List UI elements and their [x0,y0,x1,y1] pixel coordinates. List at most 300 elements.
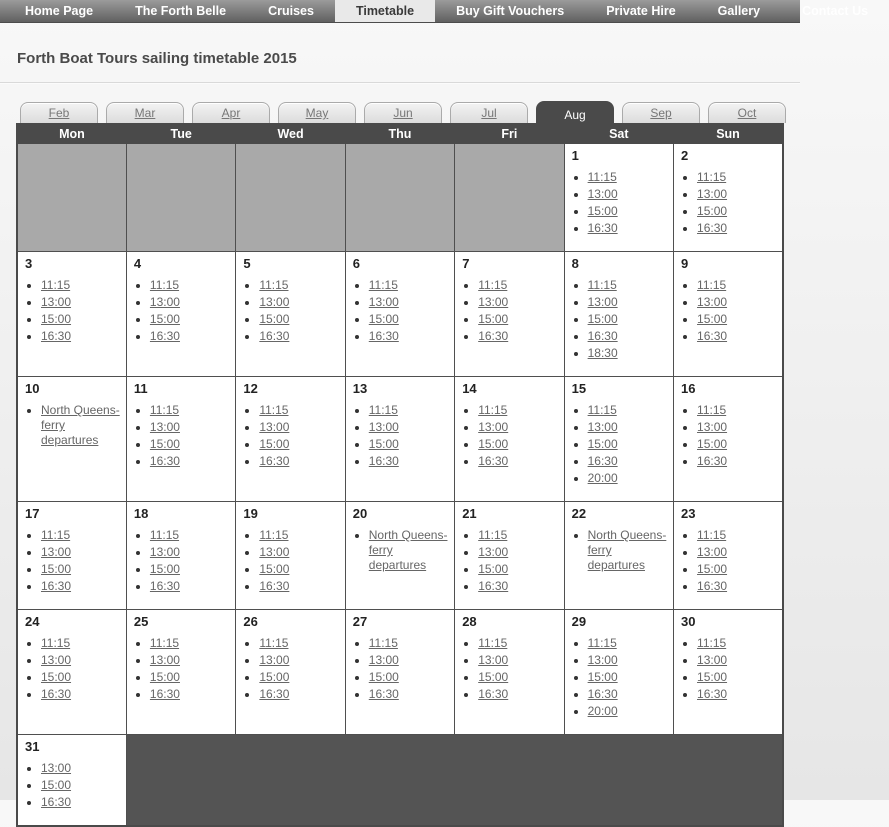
day-cell-29 [564,610,673,735]
list-item [259,636,339,651]
time-link[interactable]: 13:00 [587,653,618,667]
list-item [150,653,230,668]
day-cell-26 [236,610,345,735]
time-link[interactable]: 16:30 [587,329,618,343]
times-list [132,636,230,702]
time-link[interactable]: 15:00 [478,312,509,326]
times-list [351,403,449,469]
day-number: 11 [133,381,148,396]
time-link[interactable]: 11:15 [368,278,398,292]
day-number: 12 [243,381,258,396]
time-link[interactable]: 15:00 [697,670,728,684]
time-link[interactable]: 11:15 [478,528,508,542]
day-cell-12 [236,377,345,502]
day-cell-5 [236,252,345,377]
time-link[interactable]: 13:00 [41,545,72,559]
time-link[interactable]: 11:15 [368,636,398,650]
time-link[interactable]: 15:00 [478,562,509,576]
list-item [697,653,777,668]
list-item [588,403,668,418]
list-item [478,636,558,651]
time-link[interactable]: 11:15 [697,403,727,417]
time-link[interactable]: 11:15 [697,636,727,650]
day-cell-20 [345,502,454,610]
list-item [150,454,230,469]
list-item [588,170,668,185]
day-number: 23 [681,506,696,521]
time-link[interactable]: 13:00 [259,420,290,434]
list-item [41,528,121,543]
day-header-thu: Thu [345,124,454,144]
list-item [150,403,230,418]
list-item [478,312,558,327]
day-number: 30 [681,614,696,629]
list-item [41,653,121,668]
times-list [132,528,230,594]
time-link[interactable]: 11:15 [697,278,727,292]
list-item [697,187,777,202]
day-number: 18 [133,506,149,521]
time-link[interactable]: 16:30 [697,579,728,593]
time-link[interactable]: 16:30 [259,329,290,343]
list-item [150,437,230,452]
time-link[interactable]: 11:15 [478,403,508,417]
time-link[interactable]: 15:00 [587,204,618,218]
calendar-week-row [17,735,783,827]
day-cell-14 [455,377,564,502]
list-item [41,687,121,702]
list-item [588,278,668,293]
times-list [679,170,777,236]
day-cell-1 [564,144,673,252]
list-item [588,204,668,219]
day-cell-9 [674,252,783,377]
time-link[interactable]: 13:00 [149,420,180,434]
list-item [259,454,339,469]
nav-item-the-forth-belle[interactable]: The Forth Belle [135,4,227,18]
time-link[interactable]: 11:15 [259,636,289,650]
time-link[interactable]: 13:00 [587,295,618,309]
time-link[interactable]: 15:00 [149,670,180,684]
time-link[interactable]: 11:15 [587,403,617,417]
time-link[interactable]: 16:30 [697,329,728,343]
month-tab-label: Aug [564,107,586,122]
time-link[interactable]: 11:15 [41,528,71,542]
time-link[interactable]: 16:30 [587,454,618,468]
list-item [478,687,558,702]
time-link[interactable]: 15:00 [149,562,180,576]
time-link[interactable]: 11:15 [259,403,289,417]
time-link[interactable]: 15:00 [368,437,399,451]
time-link[interactable]: 16:30 [697,221,728,235]
nav-item-home-page[interactable]: Home Page [25,4,94,18]
time-link[interactable]: 15:00 [587,312,618,326]
day-cell-7 [455,252,564,377]
day-cell-8 [564,252,673,377]
time-link[interactable]: 15:00 [149,437,180,451]
time-link[interactable]: 13:00 [149,545,180,559]
time-link[interactable]: 15:00 [478,437,509,451]
times-list [460,636,558,702]
time-link[interactable]: 16:30 [41,795,72,809]
time-link[interactable]: 15:00 [368,312,399,326]
list-item [697,670,777,685]
month-tab-oct[interactable] [708,102,786,123]
list-item [150,670,230,685]
month-tab-apr[interactable] [192,102,270,123]
month-tab-jun[interactable] [364,102,442,123]
list-item [697,528,777,543]
time-link[interactable]: 11:15 [587,170,617,184]
time-link[interactable]: 11:15 [41,278,71,292]
time-link[interactable]: 13:00 [478,653,509,667]
time-link[interactable]: 16:30 [41,329,72,343]
time-link[interactable]: 15:00 [368,670,399,684]
time-link[interactable]: 11:15 [259,528,289,542]
list-item [588,346,668,361]
day-number: 13 [352,381,368,396]
time-link[interactable]: 15:00 [259,670,290,684]
time-link[interactable]: 16:30 [149,687,180,701]
list-item [150,545,230,560]
list-item [41,545,121,560]
list-item [41,295,121,310]
nav-item-private-hire[interactable]: Private Hire [606,4,676,18]
time-link[interactable]: 16:30 [697,687,728,701]
day-cell-31 [17,735,126,827]
month-tab-label: May [305,106,329,120]
list-item [150,687,230,702]
time-link[interactable]: 15:00 [41,670,72,684]
times-list [570,170,668,236]
list-item [697,278,777,293]
list-item [259,437,339,452]
time-link[interactable]: 20:00 [587,704,618,718]
day-cell-15 [564,377,673,502]
list-item [697,170,777,185]
main-nav [0,0,869,23]
time-link[interactable]: 16:30 [41,687,72,701]
time-link[interactable]: 16:30 [478,454,509,468]
day-number: 31 [25,739,40,754]
list-item [150,312,230,327]
list-item [41,312,121,327]
time-link[interactable]: 16:30 [149,329,180,343]
list-item [478,579,558,594]
time-link[interactable]: 16:30 [478,579,509,593]
list-item [259,562,339,577]
time-link[interactable]: 15:00 [697,312,728,326]
day-number: 10 [25,381,40,396]
nq-departures-link[interactable]: North Queens-ferry departures [587,528,667,572]
list-item [697,454,777,469]
nav-item-contact-us[interactable]: Contact Us [802,4,869,18]
time-link[interactable]: 15:00 [587,670,618,684]
list-item [41,636,121,651]
list-item [478,670,558,685]
time-link[interactable]: 13:00 [368,653,399,667]
list-item [259,670,339,685]
day-cell-23 [674,502,783,610]
list-item [478,528,558,543]
times-list [570,278,668,361]
time-link[interactable]: 16:30 [478,687,509,701]
time-link[interactable]: 13:00 [259,653,290,667]
calendar-week-row [17,252,783,377]
time-link[interactable]: 13:00 [587,187,618,201]
list-item [259,278,339,293]
day-header-wed: Wed [236,124,345,144]
time-link[interactable]: 11:15 [697,170,727,184]
list-item [697,221,777,236]
time-link[interactable]: 15:00 [259,312,290,326]
month-tab-mar[interactable] [106,102,184,123]
list-item [41,403,121,448]
title-divider [0,82,800,84]
list-item [150,579,230,594]
empty-cell [236,144,345,252]
nq-departures-link[interactable]: North Queens-ferry departures [368,528,448,572]
time-link[interactable]: 16:30 [259,579,290,593]
filler-cell [126,735,783,827]
list-item [588,528,668,573]
day-number: 21 [462,506,477,521]
time-link[interactable]: 16:30 [697,454,728,468]
times-list [23,278,121,344]
time-link[interactable]: 13:00 [368,295,399,309]
time-link[interactable]: 15:00 [697,437,728,451]
list-item [259,420,339,435]
list-item [588,420,668,435]
day-cell-11 [126,377,235,502]
time-link[interactable]: 13:00 [478,545,509,559]
list-item [697,295,777,310]
day-cell-10 [17,377,126,502]
time-link[interactable]: 13:00 [478,295,509,309]
time-link[interactable]: 13:00 [697,187,728,201]
time-link[interactable]: 15:00 [697,562,728,576]
calendar-week-row [17,502,783,610]
list-item [478,454,558,469]
calendar-body [17,144,783,827]
list-item [697,437,777,452]
list-item [41,562,121,577]
times-list [570,636,668,719]
times-list [570,528,668,573]
month-tab-sep[interactable] [622,102,700,123]
nav-item-timetable[interactable]: Timetable [335,0,435,22]
time-link[interactable]: 13:00 [41,653,72,667]
month-tab-label: Sep [650,106,672,120]
time-link[interactable]: 11:15 [478,278,508,292]
day-cell-27 [345,610,454,735]
time-link[interactable]: 13:00 [697,295,728,309]
nav-items [4,0,889,22]
time-link[interactable]: 13:00 [149,653,180,667]
day-number: 24 [25,614,40,629]
day-number: 19 [243,506,258,521]
time-link[interactable]: 13:00 [41,761,72,775]
time-link[interactable]: 11:15 [478,636,508,650]
list-item [369,329,449,344]
list-item [369,312,449,327]
time-link[interactable]: 13:00 [478,420,509,434]
list-item [259,403,339,418]
time-link[interactable]: 16:30 [368,454,399,468]
calendar-week-row [17,377,783,502]
time-link[interactable]: 11:15 [149,528,180,542]
time-link[interactable]: 11:15 [697,528,727,542]
list-item [697,403,777,418]
empty-cell [17,144,126,252]
time-link[interactable]: 11:15 [259,278,289,292]
nav-item-gallery[interactable]: Gallery [717,4,761,18]
month-tab-jul[interactable] [450,102,528,123]
day-number: 17 [25,506,40,521]
time-link[interactable]: 16:30 [478,329,509,343]
time-link[interactable]: 13:00 [697,653,728,667]
day-cell-2 [674,144,783,252]
list-item [478,278,558,293]
day-number: 29 [571,614,587,629]
list-item [588,471,668,486]
list-item [478,403,558,418]
time-link[interactable]: 16:30 [368,687,399,701]
list-item [588,295,668,310]
list-item [369,454,449,469]
time-link[interactable]: 16:30 [368,329,399,343]
day-cell-28 [455,610,564,735]
time-link[interactable]: 11:15 [149,403,180,417]
times-list [679,528,777,594]
day-number: 26 [243,614,258,629]
time-link[interactable]: 15:00 [149,312,180,326]
list-item [478,295,558,310]
times-list [460,403,558,469]
list-item [588,670,668,685]
time-link[interactable]: 16:30 [149,579,180,593]
time-link[interactable]: 16:30 [259,687,290,701]
calendar-table [16,123,784,827]
month-tab-aug[interactable] [536,101,614,127]
month-tab-label: Jul [481,106,497,120]
list-item [588,187,668,202]
page-title: Forth Boat Tours sailing timetable 2015 [17,50,297,67]
day-number: 4 [133,256,142,271]
times-list [132,403,230,469]
times-list [241,636,339,702]
day-number: 20 [352,506,368,521]
time-link[interactable]: 15:00 [41,778,72,792]
time-link[interactable]: 16:30 [587,221,618,235]
time-link[interactable]: 13:00 [41,295,72,309]
time-link[interactable]: 15:00 [259,562,290,576]
times-list [241,403,339,469]
time-link[interactable]: 15:00 [587,437,618,451]
day-cell-19 [236,502,345,610]
month-tab-label: Oct [737,106,757,120]
nq-departures-link[interactable]: North Queens-ferry departures [41,403,120,447]
time-link[interactable]: 11:15 [149,278,180,292]
day-number: 2 [681,148,689,163]
calendar-week-row [17,144,783,252]
times-list [351,636,449,702]
list-item [369,403,449,418]
day-cell-30 [674,610,783,735]
list-item [41,329,121,344]
time-link[interactable]: 15:00 [697,204,728,218]
times-list [679,636,777,702]
list-item [369,687,449,702]
time-link[interactable]: 15:00 [478,670,509,684]
day-number: 5 [243,256,251,271]
day-header-sun: Sun [674,124,783,144]
month-tab-label: Feb [48,106,70,120]
list-item [478,329,558,344]
list-item [588,687,668,702]
time-link[interactable]: 11:15 [587,636,617,650]
time-link[interactable]: 11:15 [149,636,180,650]
list-item [697,687,777,702]
list-item [697,420,777,435]
times-list [132,278,230,344]
time-link[interactable]: 18:30 [587,346,618,360]
list-item [478,562,558,577]
time-link[interactable]: 16:30 [259,454,290,468]
times-list [679,403,777,469]
day-number: 16 [681,381,696,396]
time-link[interactable]: 15:00 [41,312,72,326]
time-link[interactable]: 13:00 [697,545,728,559]
time-link[interactable]: 11:15 [587,278,617,292]
time-link[interactable]: 13:00 [259,545,290,559]
time-link[interactable]: 11:15 [41,636,71,650]
time-link[interactable]: 13:00 [149,295,180,309]
nav-item-buy-gift-vouchers[interactable]: Buy Gift Vouchers [456,4,565,18]
day-header-fri: Fri [455,124,564,144]
time-link[interactable]: 13:00 [697,420,728,434]
day-cell-24 [17,610,126,735]
day-header-tue: Tue [126,124,235,144]
calendar-day-headers [17,124,783,144]
list-item [41,778,121,793]
empty-cell [345,144,454,252]
time-link[interactable]: 15:00 [41,562,72,576]
times-list [23,528,121,594]
time-link[interactable]: 13:00 [259,295,290,309]
list-item [259,295,339,310]
list-item [697,562,777,577]
time-link[interactable]: 11:15 [368,403,398,417]
time-link[interactable]: 20:00 [587,471,618,485]
times-list [241,528,339,594]
time-link[interactable]: 15:00 [259,437,290,451]
time-link[interactable]: 16:30 [587,687,618,701]
nav-item-cruises[interactable]: Cruises [268,4,314,18]
list-item [369,636,449,651]
time-link[interactable]: 16:30 [149,454,180,468]
time-link[interactable]: 13:00 [587,420,618,434]
time-link[interactable]: 16:30 [41,579,72,593]
empty-cell [126,144,235,252]
month-tab-label: Apr [221,106,241,120]
times-list [23,761,121,810]
times-list [679,278,777,344]
time-link[interactable]: 13:00 [368,420,399,434]
month-tab-feb[interactable] [20,102,98,123]
list-item [697,636,777,651]
month-tab-may[interactable] [278,102,356,123]
